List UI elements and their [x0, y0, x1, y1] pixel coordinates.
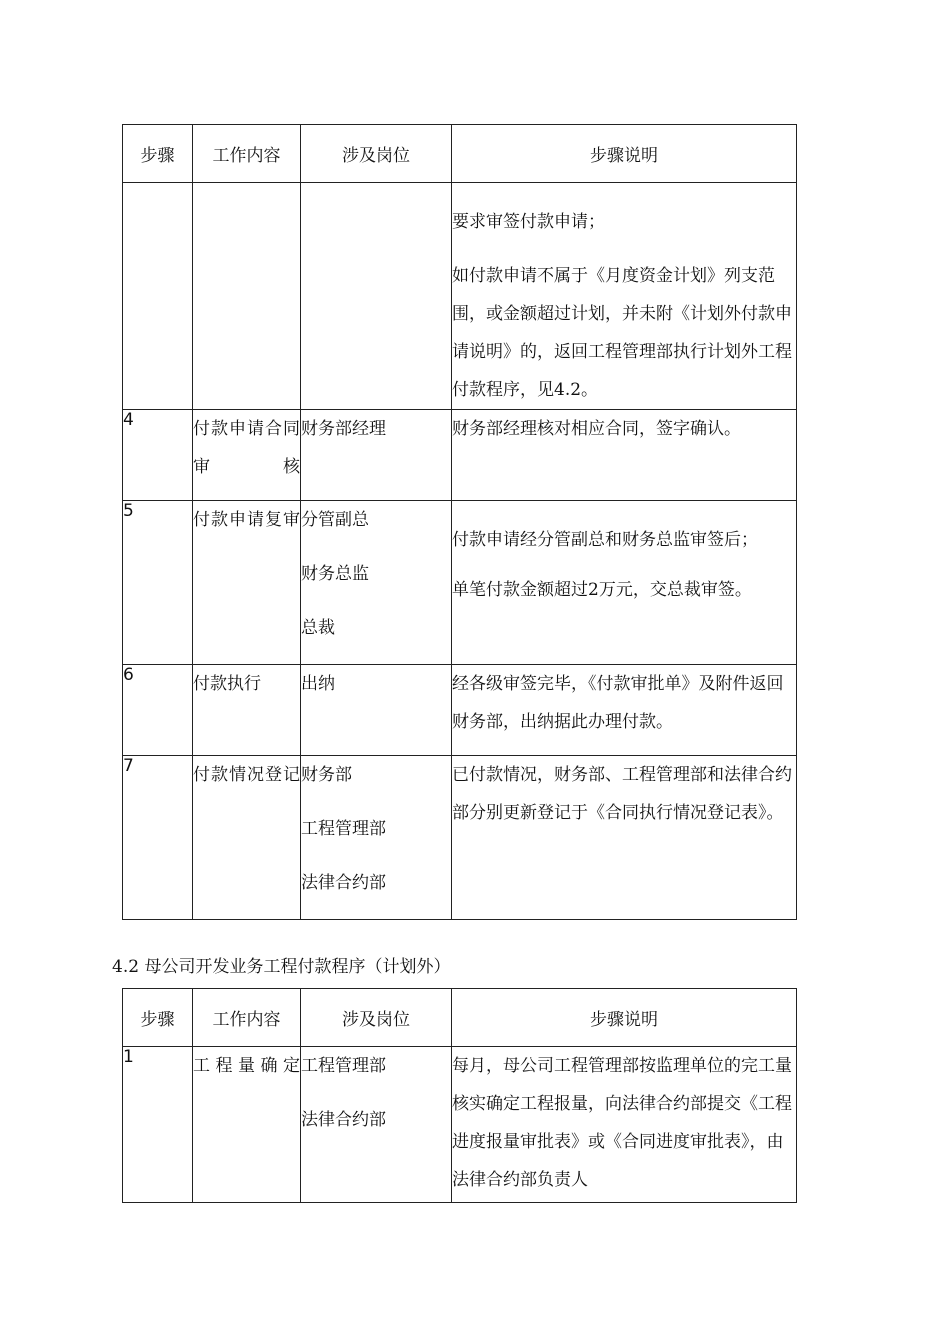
header-positions: 涉及岗位: [301, 989, 452, 1047]
positions-cell: [301, 756, 452, 920]
description-cell: [452, 1047, 797, 1203]
table-row: [123, 665, 797, 756]
description-line: 付款申请经分管副总和财务总监审签后；: [452, 530, 758, 550]
work-content: 付款申请复审: [193, 501, 301, 665]
position-name: 法律合约部: [301, 1110, 386, 1130]
description-cell: [452, 756, 797, 920]
position-name: 分管副总: [301, 510, 369, 530]
description-cell: [452, 410, 797, 501]
position-name: 法律合约部: [301, 873, 386, 893]
description-line: 经各级审签完毕，《付款审批单》及附件返回财务部，出纳据此办理付款。: [452, 674, 784, 732]
work-content: 付款申请合同审核: [193, 410, 301, 501]
description-cell: [452, 501, 797, 665]
section-title: 4.2 母公司开发业务工程付款程序（计划外）: [112, 957, 451, 977]
header-step: 步骤: [123, 989, 193, 1047]
header-positions: 涉及岗位: [301, 125, 452, 183]
description-line: 财务部经理核对相应合同，签字确认。: [452, 419, 741, 439]
description-cell: [452, 665, 797, 756]
content-cell: [193, 183, 301, 410]
description-line: 如付款申请不属于《月度资金计划》列支范围，或金额超过计划，并未附《计划外付款申请说明》的，返回工程管理部执行计划外工程付款程序，见4.2。: [452, 266, 792, 400]
step-number: 6: [123, 665, 193, 756]
positions-cell: [301, 501, 452, 665]
position-name: 财务部: [301, 765, 352, 785]
step-number: 4: [123, 410, 193, 501]
table-row: [123, 410, 797, 501]
table-row: [123, 183, 797, 410]
procedure-table-4-1: [122, 124, 797, 920]
position-name: 工程管理部: [301, 1056, 386, 1076]
position-name: 出纳: [301, 665, 452, 756]
position-name: 财务部经理: [301, 410, 452, 501]
table-row: [123, 756, 797, 920]
step-cell: [123, 183, 193, 410]
header-work-content: 工作内容: [193, 125, 301, 183]
step-number: 7: [123, 756, 193, 920]
table-header-row: [123, 125, 797, 183]
position-name: 财务总监: [301, 564, 369, 584]
description-line: 单笔付款金额超过2万元，交总裁审签。: [452, 580, 752, 600]
step-number: 5: [123, 501, 193, 665]
header-description: 步骤说明: [452, 989, 797, 1047]
description-cell: [452, 183, 797, 410]
work-content: 工程量确定: [193, 1047, 301, 1203]
position-name: 总裁: [301, 618, 335, 638]
description-line: 要求审签付款申请；: [452, 212, 605, 232]
description-line: 每月，母公司工程管理部按监理单位的完工量核实确定工程报量，向法律合约部提交《工程进度报量审批表》或《合同进度审批表》，由法律合约部负责人: [452, 1056, 792, 1190]
header-work-content: 工作内容: [193, 989, 301, 1047]
positions-cell: [301, 183, 452, 410]
work-content: 付款执行: [193, 665, 301, 756]
position-name: 工程管理部: [301, 819, 386, 839]
table-header-row: [123, 989, 797, 1047]
description-line: 已付款情况，财务部、工程管理部和法律合约部分别更新登记于《合同执行情况登记表》。: [452, 765, 792, 823]
procedure-table-4-2: [122, 988, 797, 1203]
step-number: 1: [123, 1047, 193, 1203]
work-content: 付款情况登记: [193, 756, 301, 920]
table-row: [123, 1047, 797, 1203]
header-step: 步骤: [123, 125, 193, 183]
table-row: [123, 501, 797, 665]
positions-cell: [301, 1047, 452, 1203]
header-description: 步骤说明: [452, 125, 797, 183]
